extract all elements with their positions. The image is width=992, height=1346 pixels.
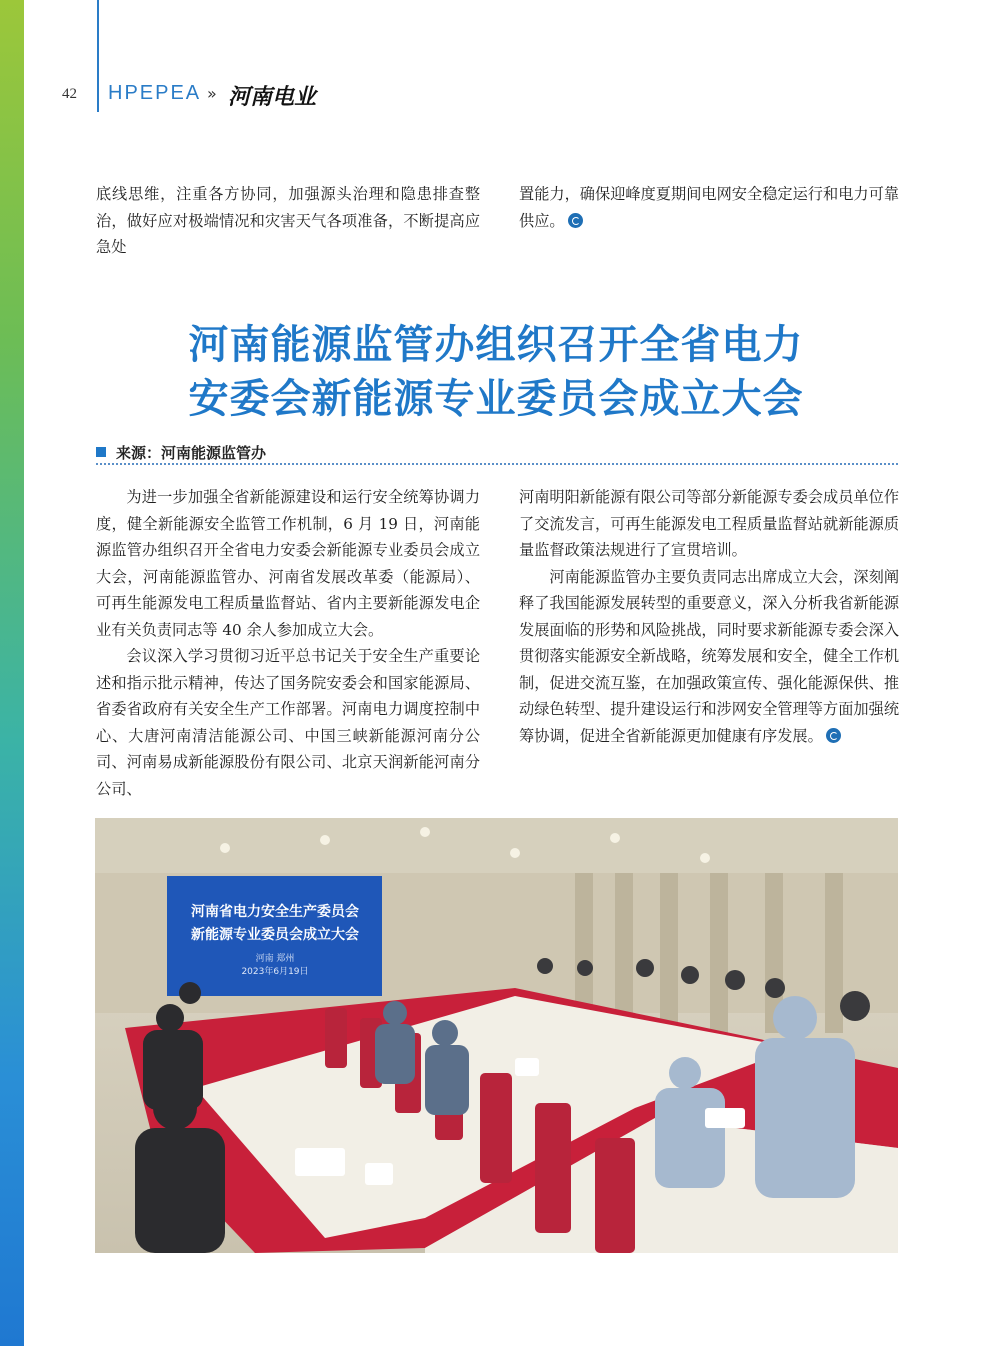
paragraph-2: 会议深入学习贯彻习近平总书记关于安全生产重要论述和指示批示精神，传达了国务院安委会和国家能源局、省委省政府有关安全生产工作部署。河南电力调度控制中心、大唐河南清洁能源公司、中国三峡新能源河南分公司、河南易成新能源股份有限公司、北京天润新能河南分公司、 — [96, 647, 480, 798]
body-column-right — [519, 484, 899, 749]
brand-separator: » — [207, 84, 217, 103]
banner-line-2: 新能源专业委员会成立大会 — [191, 927, 359, 943]
body-column-left — [96, 484, 480, 802]
title-line-2: 安委会新能源专业委员会成立大会 — [188, 376, 804, 422]
meeting-photo-illustration — [95, 818, 898, 1253]
paragraph-3-text: 河南能源监管办主要负责同志出席成立大会，深刻阐释了我国能源发展转型的重要意义，深入分析我省新能源发展面临的形势和风险挑战，同时要求新能源专委会深入贯彻落实能源安全新战略，统筹发展和安全，健全工作机制，促进交流互鉴，在加强政策宣传、强化能源保供、推动绿色转型、提升建设运行和涉网安全管理等方面加强统筹协调，促进全省新能源更加健康有序发展。 — [519, 567, 899, 745]
title-line-1: 河南能源监管办组织召开全省电力 — [188, 322, 804, 368]
magazine-name: 河南电业 — [228, 84, 317, 110]
prev-article-col1 — [96, 181, 480, 261]
prev-article-text-1: 底线思维，注重各方协同，加强源头治理和隐患排查整治，做好应对极端情况和灾害天气各项准备，不断提高应急处 — [96, 185, 480, 256]
paragraph-3 — [519, 564, 899, 750]
dotted-divider — [96, 463, 898, 465]
source-text: 来源：河南能源监管办 — [116, 444, 267, 462]
paragraph-1: 为进一步加强全省新能源建设和运行安全统筹协调力度，健全新能源安全监管工作机制，6 月 19 日，河南能源监管办组织召开全省电力安委会新能源专业委员会成立大会，河南能源监管办、河南省发展改革委（能源局）、可再生能源发电工程质量监督站、省内主要新能源发电企业有关负责同志等 40 余人参加成立大会。 — [96, 488, 480, 639]
side-color-bar — [0, 0, 24, 1346]
header-rule — [97, 0, 99, 112]
banner-line-1: 河南省电力安全生产委员会 — [191, 904, 359, 920]
square-bullet-icon — [96, 447, 106, 457]
article-title — [96, 318, 896, 426]
page-number: 42 — [62, 86, 77, 102]
banner-line-3: 河南 郑州 — [255, 954, 295, 964]
banner-date: 2023年6月19日 — [241, 967, 309, 977]
end-mark-icon — [568, 213, 583, 228]
end-mark-icon — [826, 728, 841, 743]
paragraph-2-cont: 河南明阳新能源有限公司等部分新能源专委会成员单位作了交流发言，可再生能源发电工程质量监督站就新能源质量监督政策法规进行了宣贯培训。 — [519, 488, 899, 559]
meeting-photo — [95, 818, 898, 1253]
prev-article-text-2: 置能力，确保迎峰度夏期间电网安全稳定运行和电力可靠供应。 — [519, 185, 899, 230]
brand-logo: HPEPEA — [108, 82, 202, 104]
article-source — [96, 442, 266, 463]
prev-article-col2 — [519, 181, 899, 234]
